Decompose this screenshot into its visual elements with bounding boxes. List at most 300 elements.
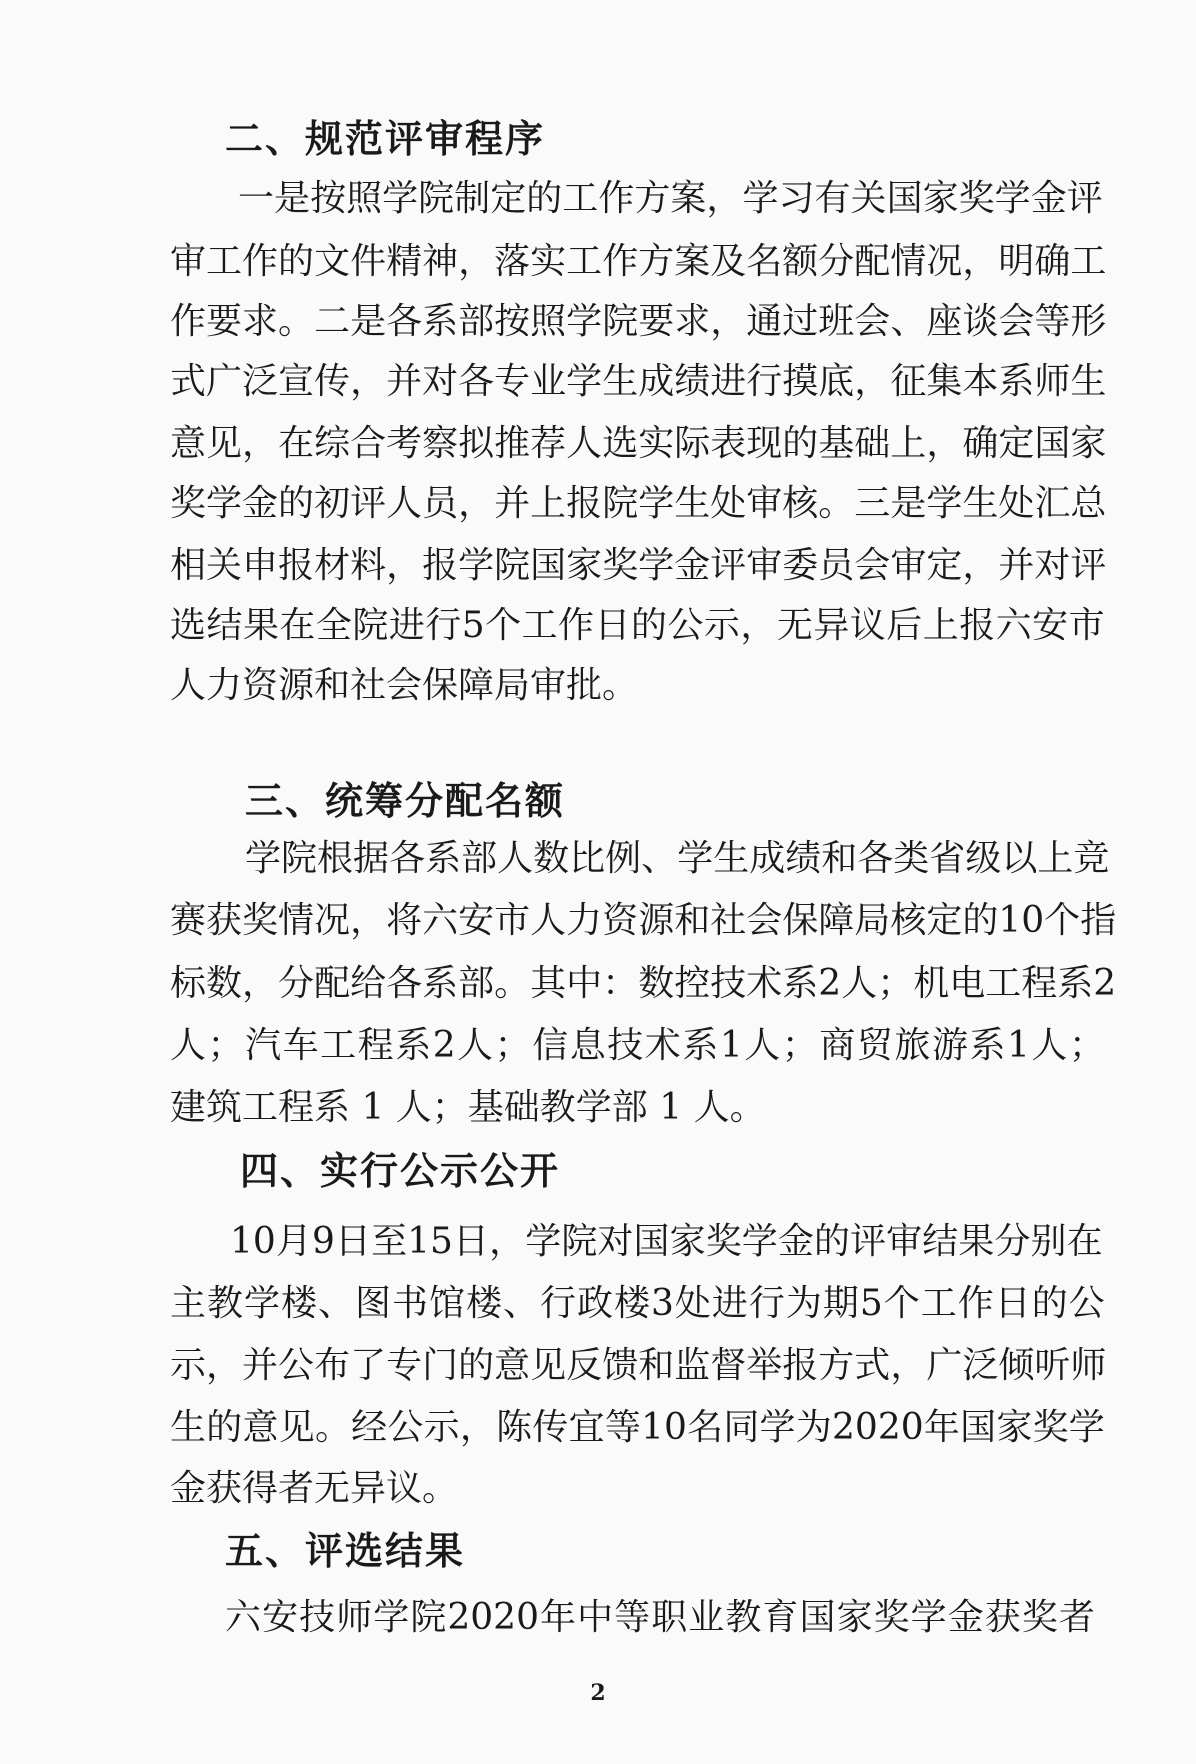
- glyph: 处: [998, 483, 1035, 524]
- glyph: 日: [994, 1283, 1031, 1324]
- glyph: 基: [818, 423, 855, 464]
- glyph: 国: [886, 178, 923, 219]
- glyph: 人: [744, 1025, 781, 1066]
- glyph: 上: [890, 423, 927, 464]
- glyph: 日: [594, 605, 631, 646]
- glyph: 汽: [245, 1025, 282, 1066]
- glyph: 意: [242, 1407, 279, 1448]
- glyph: 旅: [894, 1025, 931, 1066]
- glyph: 奖: [242, 900, 279, 941]
- glyph: 贸: [856, 1025, 893, 1066]
- glyph: 底: [818, 361, 855, 402]
- glyph: 员: [422, 483, 459, 524]
- glyph: 技: [710, 963, 747, 1004]
- glyph: 审: [170, 241, 207, 282]
- glyph: 的: [278, 483, 315, 524]
- glyph: 行: [748, 1283, 785, 1324]
- glyph: 3: [651, 1283, 674, 1324]
- glyph: ，: [962, 241, 999, 282]
- glyph: 。: [314, 1407, 351, 1448]
- glyph: 照: [530, 301, 567, 342]
- glyph: 实: [638, 423, 675, 464]
- glyph: 宜: [568, 1407, 605, 1448]
- glyph: 见: [530, 1345, 567, 1386]
- glyph: 奖: [705, 1221, 742, 1262]
- glyph: 学: [1068, 1407, 1105, 1448]
- glyph: 等: [1034, 301, 1071, 342]
- glyph: 院: [410, 1597, 447, 1638]
- glyph: 学: [206, 483, 243, 524]
- glyph: 工: [566, 241, 603, 282]
- glyph: 比: [569, 838, 606, 879]
- glyph: ，: [458, 241, 495, 282]
- glyph: 楼: [281, 1283, 318, 1324]
- glyph: 的: [962, 900, 999, 941]
- glyph: 系: [682, 1025, 719, 1066]
- glyph: ，: [458, 483, 495, 524]
- glyph: 确: [1034, 241, 1071, 282]
- glyph: 职: [651, 1597, 688, 1638]
- glyph: 学: [566, 361, 603, 402]
- glyph: 10: [230, 1221, 276, 1262]
- glyph: 评: [710, 545, 747, 586]
- glyph: 察: [422, 423, 459, 464]
- glyph: 定: [998, 423, 1035, 464]
- glyph: 在: [279, 605, 316, 646]
- glyph: 工: [920, 1283, 957, 1324]
- glyph: 日: [334, 1221, 371, 1262]
- glyph: 学: [759, 1407, 796, 1448]
- glyph: 定: [926, 545, 963, 586]
- glyph: 主: [170, 1283, 207, 1324]
- glyph: 和: [674, 900, 711, 941]
- glyph: 按: [494, 301, 531, 342]
- glyph: 院: [494, 545, 531, 586]
- glyph: 人: [1031, 1025, 1068, 1066]
- glyph: 楼: [466, 1283, 503, 1324]
- glyph: 名: [687, 1407, 724, 1448]
- glyph: 、: [641, 838, 678, 879]
- glyph: 术: [644, 1025, 681, 1066]
- glyph: 关: [850, 178, 887, 219]
- glyph: 根: [317, 838, 354, 879]
- glyph: 汇: [1034, 483, 1071, 524]
- glyph: 方: [634, 178, 671, 219]
- glyph: 人: [497, 838, 534, 879]
- glyph: 工: [521, 605, 558, 646]
- glyph: 系: [998, 361, 1035, 402]
- glyph: ；: [877, 963, 914, 1004]
- glyph: 的: [206, 1407, 243, 1448]
- glyph: 成: [638, 361, 675, 402]
- glyph: ，: [926, 423, 963, 464]
- glyph: 、: [890, 301, 927, 342]
- glyph: 监: [674, 1345, 711, 1386]
- glyph: ，: [386, 545, 423, 586]
- glyph: 进: [710, 361, 747, 402]
- glyph: 人: [530, 900, 567, 941]
- glyph: 征: [890, 361, 927, 402]
- glyph: 5: [859, 1283, 883, 1324]
- glyph: 评: [350, 483, 387, 524]
- glyph: ，: [206, 1345, 243, 1386]
- section-5-heading: 五、评选结果: [225, 1529, 466, 1573]
- glyph: 谈: [962, 301, 999, 342]
- glyph: 总: [1070, 483, 1107, 524]
- glyph: 表: [710, 423, 747, 464]
- glyph: 核: [890, 900, 927, 941]
- glyph: 楼: [614, 1283, 651, 1324]
- glyph: 实: [530, 241, 567, 282]
- glyph: 家: [566, 545, 603, 586]
- glyph: 10: [998, 900, 1045, 941]
- glyph: 泛: [242, 361, 279, 402]
- glyph: 的: [526, 178, 563, 219]
- glyph: 人: [457, 1025, 494, 1066]
- glyph: 类: [893, 838, 930, 879]
- glyph: 求: [242, 301, 279, 342]
- glyph: 的: [1031, 1283, 1068, 1324]
- glyph: 院: [602, 301, 639, 342]
- glyph: 要: [638, 301, 675, 342]
- glyph: 绩: [785, 838, 822, 879]
- glyph: ，: [710, 301, 747, 342]
- glyph: 和: [821, 838, 858, 879]
- glyph: 明: [998, 241, 1035, 282]
- glyph: 泛: [962, 1345, 999, 1386]
- glyph: 国: [530, 545, 567, 586]
- glyph: 、: [503, 1283, 540, 1324]
- glyph: 年: [923, 1407, 960, 1448]
- glyph: 书: [392, 1283, 429, 1324]
- glyph: 作: [957, 1283, 994, 1324]
- glyph: 后: [886, 605, 923, 646]
- section-2-line: [170, 358, 1105, 406]
- glyph: 并: [494, 483, 531, 524]
- section-2-line: [170, 480, 1105, 528]
- glyph: ，: [242, 423, 279, 464]
- section-3-heading: 三、统筹分配名额: [245, 779, 566, 823]
- glyph: 障: [818, 900, 855, 941]
- glyph: 进: [711, 1283, 748, 1324]
- glyph: 生: [602, 361, 639, 402]
- section-2-line: [170, 238, 1105, 286]
- glyph: 会: [746, 900, 783, 941]
- glyph: 传: [532, 1407, 569, 1448]
- glyph: 技: [607, 1025, 644, 1066]
- glyph: 见: [206, 423, 243, 464]
- glyph: 2: [432, 1025, 456, 1066]
- glyph: 考: [386, 423, 423, 464]
- glyph: 全: [315, 605, 352, 646]
- glyph: 部: [458, 301, 495, 342]
- glyph: 案: [670, 178, 707, 219]
- glyph: 月: [275, 1221, 312, 1262]
- glyph: 系: [425, 838, 462, 879]
- glyph: 选: [602, 423, 639, 464]
- glyph: 异: [813, 605, 850, 646]
- glyph: 1: [719, 1025, 743, 1066]
- glyph: 金: [777, 1221, 814, 1262]
- glyph: 际: [674, 423, 711, 464]
- glyph: 础: [854, 423, 891, 464]
- glyph: 学: [926, 483, 963, 524]
- glyph: ；: [781, 1025, 818, 1066]
- glyph: 2: [818, 963, 842, 1004]
- glyph: 学: [382, 178, 419, 219]
- glyph: ，: [962, 545, 999, 586]
- section-5-line: [225, 1594, 1095, 1642]
- glyph: 家: [669, 1221, 706, 1262]
- glyph: 有: [814, 178, 851, 219]
- glyph: 竞: [1073, 838, 1110, 879]
- section-4-line: [170, 1280, 1105, 1328]
- glyph: 是: [274, 178, 311, 219]
- glyph: ，: [854, 361, 891, 402]
- glyph: 市: [494, 900, 531, 941]
- glyph: ；: [494, 1025, 531, 1066]
- glyph: 、: [318, 1283, 355, 1324]
- glyph: 核: [782, 483, 819, 524]
- glyph: 进: [388, 605, 425, 646]
- glyph: 金: [947, 1597, 984, 1638]
- glyph: 额: [782, 241, 819, 282]
- glyph: 技: [299, 1597, 336, 1638]
- glyph: 获: [984, 1597, 1021, 1638]
- glyph: 等: [604, 1407, 641, 1448]
- glyph: 系: [782, 963, 819, 1004]
- glyph: 公: [387, 1407, 424, 1448]
- glyph: 给: [350, 963, 387, 1004]
- glyph: 集: [926, 361, 963, 402]
- glyph: 上: [1037, 838, 1074, 879]
- glyph: 及: [710, 241, 747, 282]
- glyph: 分: [818, 241, 855, 282]
- glyph: 广: [206, 361, 243, 402]
- glyph: 定: [926, 900, 963, 941]
- glyph: 委: [782, 545, 819, 586]
- glyph: 作: [242, 241, 279, 282]
- glyph: 示: [703, 605, 740, 646]
- glyph: 座: [926, 301, 963, 342]
- glyph: 料: [350, 545, 387, 586]
- glyph: 式: [854, 1345, 891, 1386]
- glyph: 形: [1070, 301, 1107, 342]
- glyph: 业: [530, 361, 567, 402]
- glyph: 是: [350, 301, 387, 342]
- glyph: 学: [910, 1597, 947, 1638]
- glyph: 审: [746, 483, 783, 524]
- glyph: 系: [969, 1025, 1006, 1066]
- glyph: 例: [605, 838, 642, 879]
- glyph: 师: [1070, 1345, 1107, 1386]
- glyph: 一: [238, 178, 275, 219]
- glyph: 学: [742, 178, 779, 219]
- glyph: 师: [336, 1597, 373, 1638]
- glyph: 学: [525, 1221, 562, 1262]
- glyph: 名: [746, 241, 783, 282]
- glyph: 情: [890, 241, 927, 282]
- glyph: 以: [1001, 838, 1038, 879]
- glyph: 布: [314, 1345, 351, 1386]
- glyph: 2: [1093, 963, 1117, 1004]
- glyph: 院: [418, 178, 455, 219]
- section-3-line: [170, 960, 1117, 1008]
- glyph: 者: [1058, 1597, 1095, 1638]
- glyph: 局: [854, 900, 891, 941]
- glyph: 定: [490, 178, 527, 219]
- glyph: 。: [278, 301, 315, 342]
- glyph: 2020: [832, 1407, 924, 1448]
- glyph: 国: [633, 1221, 670, 1262]
- glyph: 系: [1057, 963, 1094, 1004]
- section-3-line: [170, 1022, 1105, 1070]
- glyph: 报: [782, 1345, 819, 1386]
- glyph: 各: [386, 963, 423, 1004]
- glyph: 据: [353, 838, 390, 879]
- glyph: 门: [422, 1345, 459, 1386]
- glyph: 人: [170, 1025, 207, 1066]
- glyph: 车: [282, 1025, 319, 1066]
- glyph: 件: [350, 241, 387, 282]
- section-3-line: 建筑工程系 1 人；基础教学部 1 人。: [170, 1087, 766, 1128]
- glyph: 同: [723, 1407, 760, 1448]
- glyph: 安: [1032, 605, 1069, 646]
- glyph: 意: [494, 1345, 531, 1386]
- glyph: 无: [776, 605, 813, 646]
- glyph: 教: [207, 1283, 244, 1324]
- glyph: 15: [407, 1221, 453, 1262]
- glyph: 金: [242, 483, 279, 524]
- glyph: 其: [530, 963, 567, 1004]
- glyph: 评: [1070, 545, 1107, 586]
- glyph: 陈: [496, 1407, 533, 1448]
- glyph: 源: [638, 900, 675, 941]
- glyph: 上: [530, 483, 567, 524]
- glyph: 程: [1021, 963, 1058, 1004]
- glyph: 审: [886, 1221, 923, 1262]
- glyph: 学: [994, 178, 1031, 219]
- glyph: 经: [351, 1407, 388, 1448]
- glyph: 示: [170, 1345, 207, 1386]
- glyph: 馈: [602, 1345, 639, 1386]
- glyph: 别: [1030, 1221, 1067, 1262]
- glyph: 系: [422, 301, 459, 342]
- glyph: 5: [461, 605, 485, 646]
- glyph: 标: [170, 963, 207, 1004]
- glyph: 工: [562, 178, 599, 219]
- glyph: 相: [170, 545, 207, 586]
- glyph: 绩: [674, 361, 711, 402]
- glyph: 落: [494, 241, 531, 282]
- page-number: 2: [590, 1680, 606, 1706]
- glyph: 果: [958, 1221, 995, 1262]
- glyph: 学: [458, 545, 495, 586]
- glyph: 工: [1070, 241, 1107, 282]
- glyph: 数: [206, 963, 243, 1004]
- glyph: 照: [346, 178, 383, 219]
- glyph: ；: [1068, 1025, 1105, 1066]
- glyph: 系: [422, 963, 459, 1004]
- glyph: 等: [614, 1597, 651, 1638]
- glyph: 确: [962, 423, 999, 464]
- glyph: 人: [386, 483, 423, 524]
- glyph: 级: [965, 838, 1002, 879]
- glyph: 案: [674, 241, 711, 282]
- glyph: 本: [962, 361, 999, 402]
- glyph: 了: [350, 1345, 387, 1386]
- glyph: 日: [453, 1221, 490, 1262]
- glyph: 初: [314, 483, 351, 524]
- glyph: 处: [710, 483, 747, 524]
- glyph: 要: [206, 301, 243, 342]
- glyph: 各: [389, 838, 426, 879]
- glyph: 通: [746, 301, 783, 342]
- glyph: 对: [597, 1221, 634, 1262]
- glyph: 配: [854, 241, 891, 282]
- glyph: 国: [960, 1407, 997, 1448]
- glyph: 9: [311, 1221, 335, 1262]
- glyph: ，: [890, 1345, 927, 1386]
- glyph: ，: [350, 900, 387, 941]
- glyph: 生: [1070, 361, 1107, 402]
- glyph: 数: [533, 838, 570, 879]
- glyph: 学: [244, 1283, 281, 1324]
- glyph: 学: [566, 301, 603, 342]
- glyph: 学: [638, 483, 675, 524]
- glyph: 六: [422, 900, 459, 941]
- glyph: 神: [422, 241, 459, 282]
- glyph: 现: [746, 423, 783, 464]
- glyph: 倾: [998, 1345, 1035, 1386]
- glyph: 。: [494, 963, 531, 1004]
- glyph: 息: [569, 1025, 606, 1066]
- glyph: 1: [1007, 1025, 1030, 1066]
- glyph: 公: [667, 605, 704, 646]
- glyph: 六: [225, 1597, 262, 1638]
- glyph: 合: [350, 423, 387, 464]
- glyph: 三: [854, 483, 891, 524]
- glyph: 作: [598, 178, 635, 219]
- glyph: 会: [998, 301, 1035, 342]
- glyph: 在: [1066, 1221, 1103, 1262]
- glyph: 关: [206, 545, 243, 586]
- glyph: 选: [170, 605, 207, 646]
- glyph: 配: [314, 963, 351, 1004]
- glyph: 综: [314, 423, 351, 464]
- glyph: 传: [314, 361, 351, 402]
- glyph: 部: [458, 963, 495, 1004]
- glyph: 材: [314, 545, 351, 586]
- glyph: 工: [985, 963, 1022, 1004]
- section-2-line: [170, 602, 1105, 650]
- glyph: 保: [782, 900, 819, 941]
- glyph: 专: [386, 1345, 423, 1386]
- glyph: 的: [458, 1345, 495, 1386]
- glyph: 式: [170, 361, 207, 402]
- glyph: 数: [638, 963, 675, 1004]
- glyph: 结: [206, 605, 243, 646]
- glyph: 并: [998, 545, 1035, 586]
- glyph: 评: [850, 1221, 887, 1262]
- glyph: 人: [566, 423, 603, 464]
- glyph: 游: [931, 1025, 968, 1066]
- glyph: 术: [746, 963, 783, 1004]
- glyph: 市: [1068, 605, 1105, 646]
- glyph: 在: [278, 423, 315, 464]
- glyph: 系: [395, 1025, 432, 1066]
- section-3-line: [245, 835, 1110, 883]
